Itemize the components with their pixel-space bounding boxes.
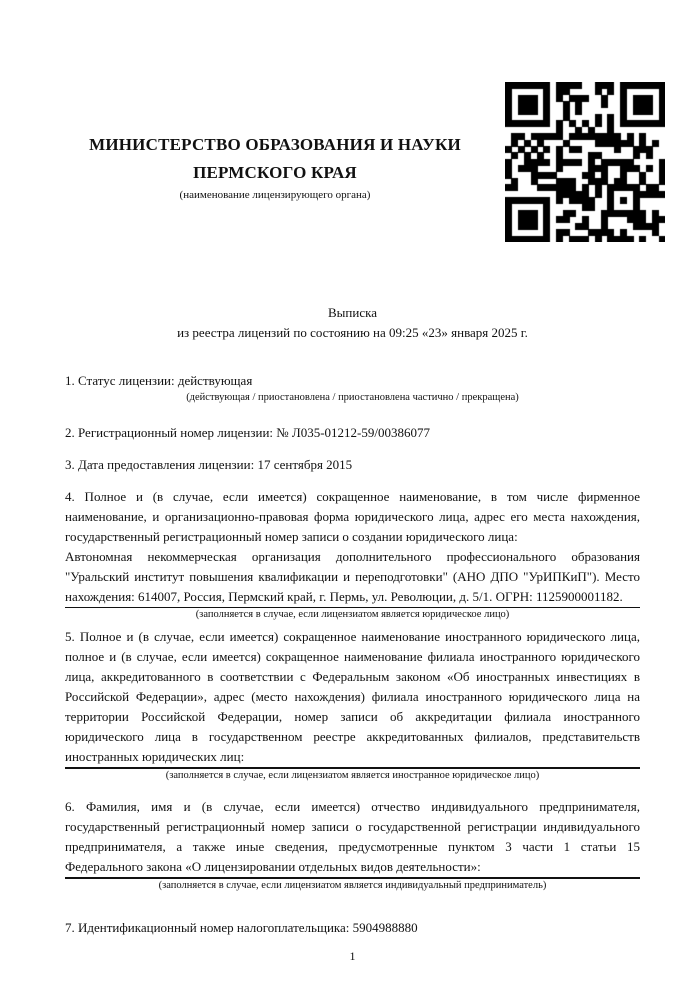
qr-code-icon	[505, 82, 665, 242]
item-license-status-caption: (действующая / приостановлена / приостановлена частично / прекращена)	[186, 392, 519, 403]
item-license-status: 1. Статус лицензии: действующая	[65, 373, 253, 388]
licensing-authority-block	[30, 131, 520, 202]
license-extract-body	[65, 303, 640, 966]
page-number: 1	[349, 949, 356, 963]
ministry-caption: (наименование лицензирующего органа)	[179, 189, 371, 201]
document-title-line2: из реестра лицензий по состоянию на 09:25 «23» января 2025 г.	[177, 325, 528, 340]
ministry-name-line2: ПЕРМСКОГО КРАЯ	[193, 163, 357, 182]
document-title	[65, 303, 640, 343]
item-license-date: 3. Дата предоставления лицензии: 17 сентября 2015	[65, 457, 353, 472]
item-entrepreneur-caption: (заполняется в случае, если лицензиатом является индивидуальный предприниматель)	[158, 880, 547, 891]
item-legal-entity-caption: (заполняется в случае, если лицензиатом является юридическое лицо)	[195, 609, 510, 620]
document-title-line1: Выписка	[328, 305, 377, 320]
ministry-name-line1: МИНИСТЕРСТВО ОБРАЗОВАНИЯ И НАУКИ	[89, 135, 461, 154]
item-entrepreneur-statement: 6. Фамилия, имя и (в случае, если имеется) отчество индивидуального предпринимателя, государственный регистрационный номер записи о государственной регистрации индивидуального предпринимателя, а также иные сведения, предусмотренные пунктом 3 части 1 статьи 15 Федерального закона «О лицензировании отдельных видов деятельности»:	[65, 799, 640, 874]
item-taxpayer-number: 7. Идентификационный номер налогоплательщика: 5904988880	[65, 920, 418, 935]
item-legal-entity-statement: 4. Полное и (в случае, если имеется) сокращенное наименование, в том числе фирменное наименование, и организационно-правовая форма юридического лица, адрес его места нахождения, государственный регистрационный номер записи о создании юридического лица:	[65, 489, 640, 544]
item-foreign-entity-statement: 5. Полное и (в случае, если имеется) сокращенное наименование иностранного юридического лица, полное и (в случае, если имеется) сокращенное наименование филиала иностранного юридического лица, аккредитованного в соответствии с Федеральным законом «Об иностранных инвестициях в Российской Федерации», адрес (место нахождения) филиала иностранного юридического лица на территории Российской Федерации, номер записи об аккредитации филиала иностранного юридического лица в государственном реестре аккредитованных филиалов, представительств иностранных юридических лиц:	[65, 629, 640, 764]
item-legal-entity-value: Автономная некоммерческая организация дополнительного профессионального образования "Уральский институт повышения квалификации и переподготовки" (АНО ДПО "УрИПКиП"). Место нахождения: 614007, Россия, Пермский край, г. Пермь, ул. Революции, д. 5/1. ОГРН: 1125900001182.	[65, 547, 640, 608]
qr-code-canvas	[505, 82, 665, 242]
item-foreign-entity-caption: (заполняется в случае, если лицензиатом является иностранное юридическое лицо)	[165, 770, 540, 781]
ministry-name	[30, 131, 520, 187]
item-registration-number: 2. Регистрационный номер лицензии: № Л035-01212-59/00386077	[65, 425, 431, 440]
